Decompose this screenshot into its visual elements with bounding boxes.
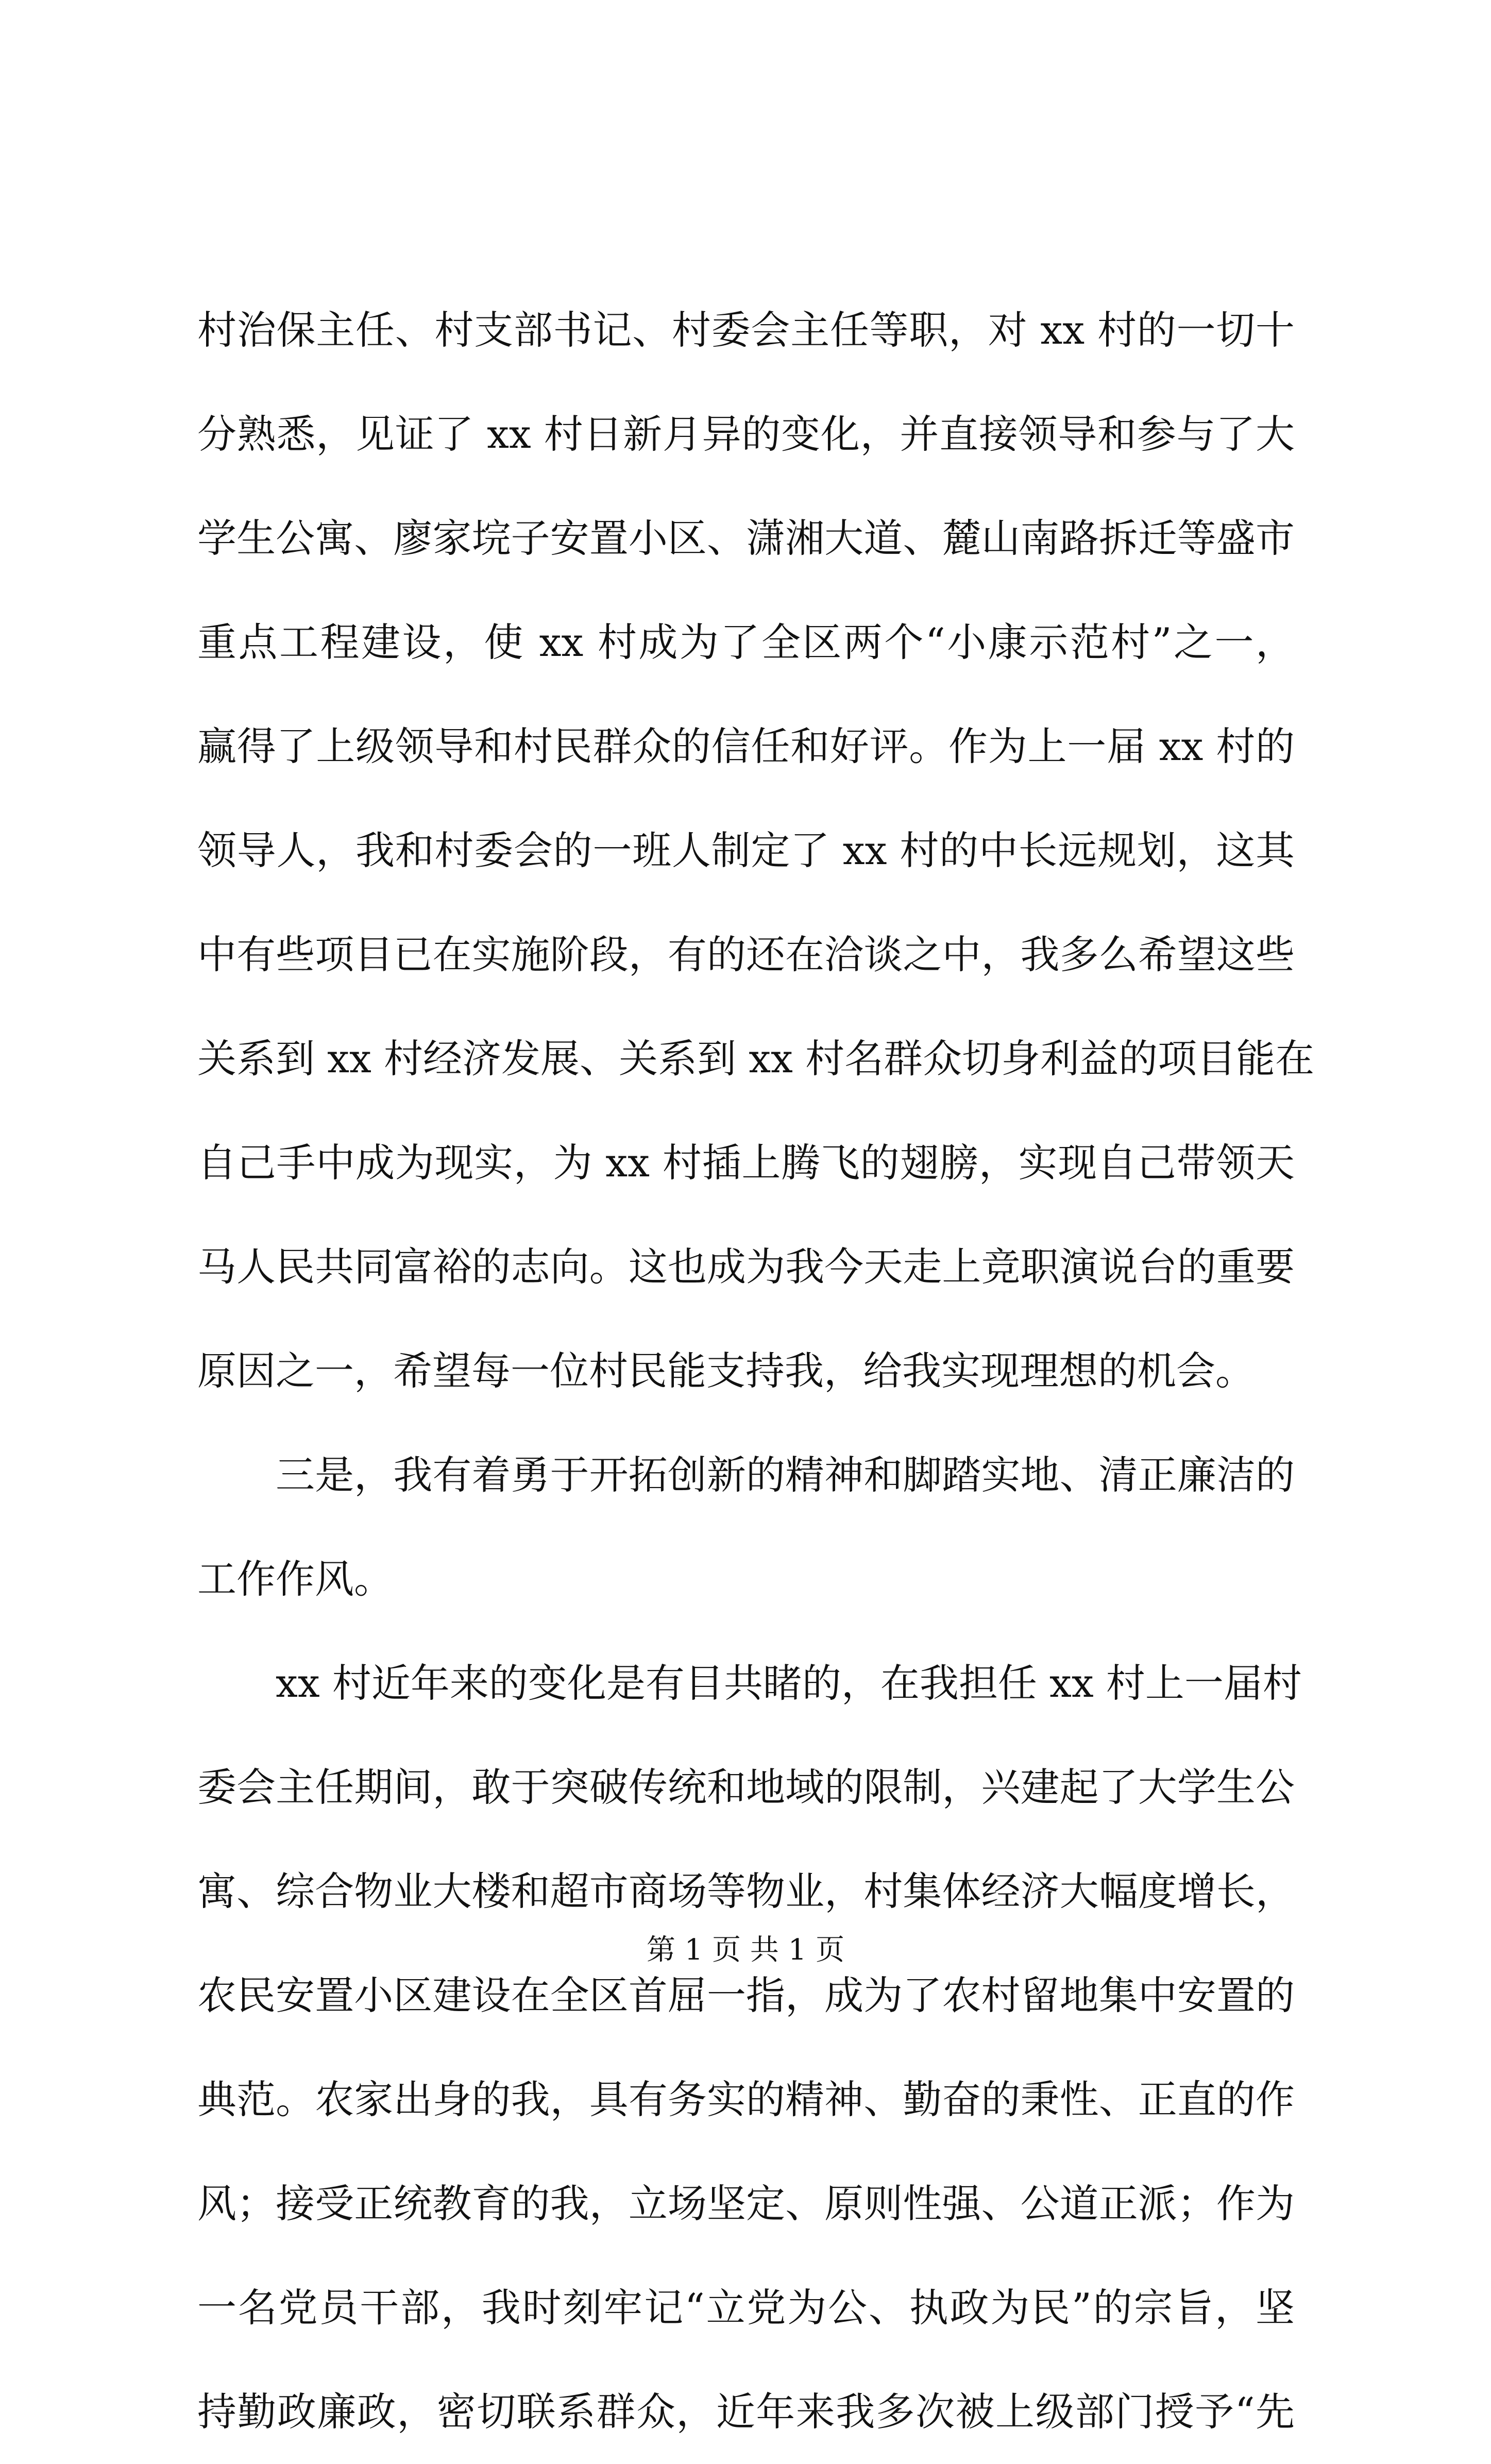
text-line: 典范。农家出身的我，具有务实的精神、勤奋的秉性、正直的作	[197, 2077, 1295, 2122]
text-line: 农民安置小区建设在全区首屈一指，成为了农村留地集中安置的	[197, 1972, 1295, 2018]
text-line: 一名党员干部，我时刻牢记“立党为公、执政为民”的宗旨，坚	[197, 2285, 1295, 2331]
text-line: 关系到 xx 村经济发展、关系到 xx 村名群众切身利益的项目能在	[197, 1036, 1315, 1082]
text-line: 原因之一，希望每一位村民能支持我，给我实现理想的机会。	[197, 1348, 1255, 1394]
page-footer: 第 1 页 共 1 页	[646, 1933, 845, 1967]
text-line: 赢得了上级领导和村民群众的信任和好评。作为上一届 xx 村的	[197, 723, 1295, 769]
text-line: 工作作风。	[197, 1556, 393, 1602]
text-line: 马人民共同富裕的志向。这也成为我今天走上竞职演说台的重要	[197, 1244, 1295, 1290]
text-line: 自己手中成为现实，为 xx 村插上腾飞的翅膀，实现自己带领天	[197, 1140, 1295, 1186]
text-line: 村治保主任、村支部书记、村委会主任等职，对 xx 村的一切十	[197, 307, 1295, 353]
text-line: 分熟悉，见证了 xx 村日新月异的变化，并直接领导和参与了大	[197, 411, 1295, 457]
text-line: 寓、综合物业大楼和超市商场等物业，村集体经济大幅度增长，	[197, 1868, 1295, 1914]
text-line: 三是，我有着勇于开拓创新的精神和脚踏实地、清正廉洁的	[276, 1452, 1295, 1498]
text-line: 中有些项目已在实施阶段，有的还在洽谈之中，我多么希望这些	[197, 932, 1295, 977]
text-line: 持勤政廉政，密切联系群众，近年来我多次被上级部门授予“先	[197, 2389, 1295, 2435]
document-body	[197, 278, 1315, 2464]
text-line: 风；接受正统教育的我，立场坚定、原则性强、公道正派；作为	[197, 2181, 1295, 2226]
text-line: 领导人，我和村委会的一班人制定了 xx 村的中长远规划，这其	[197, 828, 1295, 873]
text-line: 委会主任期间，敢于突破传统和地域的限制，兴建起了大学生公	[197, 1764, 1295, 1810]
text-line: xx 村近年来的变化是有目共睹的，在我担任 xx 村上一届村	[276, 1660, 1302, 1706]
text-line: 学生公寓、廖家垸子安置小区、潇湘大道、麓山南路拆迁等盛市	[197, 515, 1295, 561]
text-line: 重点工程建设，使 xx 村成为了全区两个“小康示范村”之一，	[197, 619, 1295, 665]
